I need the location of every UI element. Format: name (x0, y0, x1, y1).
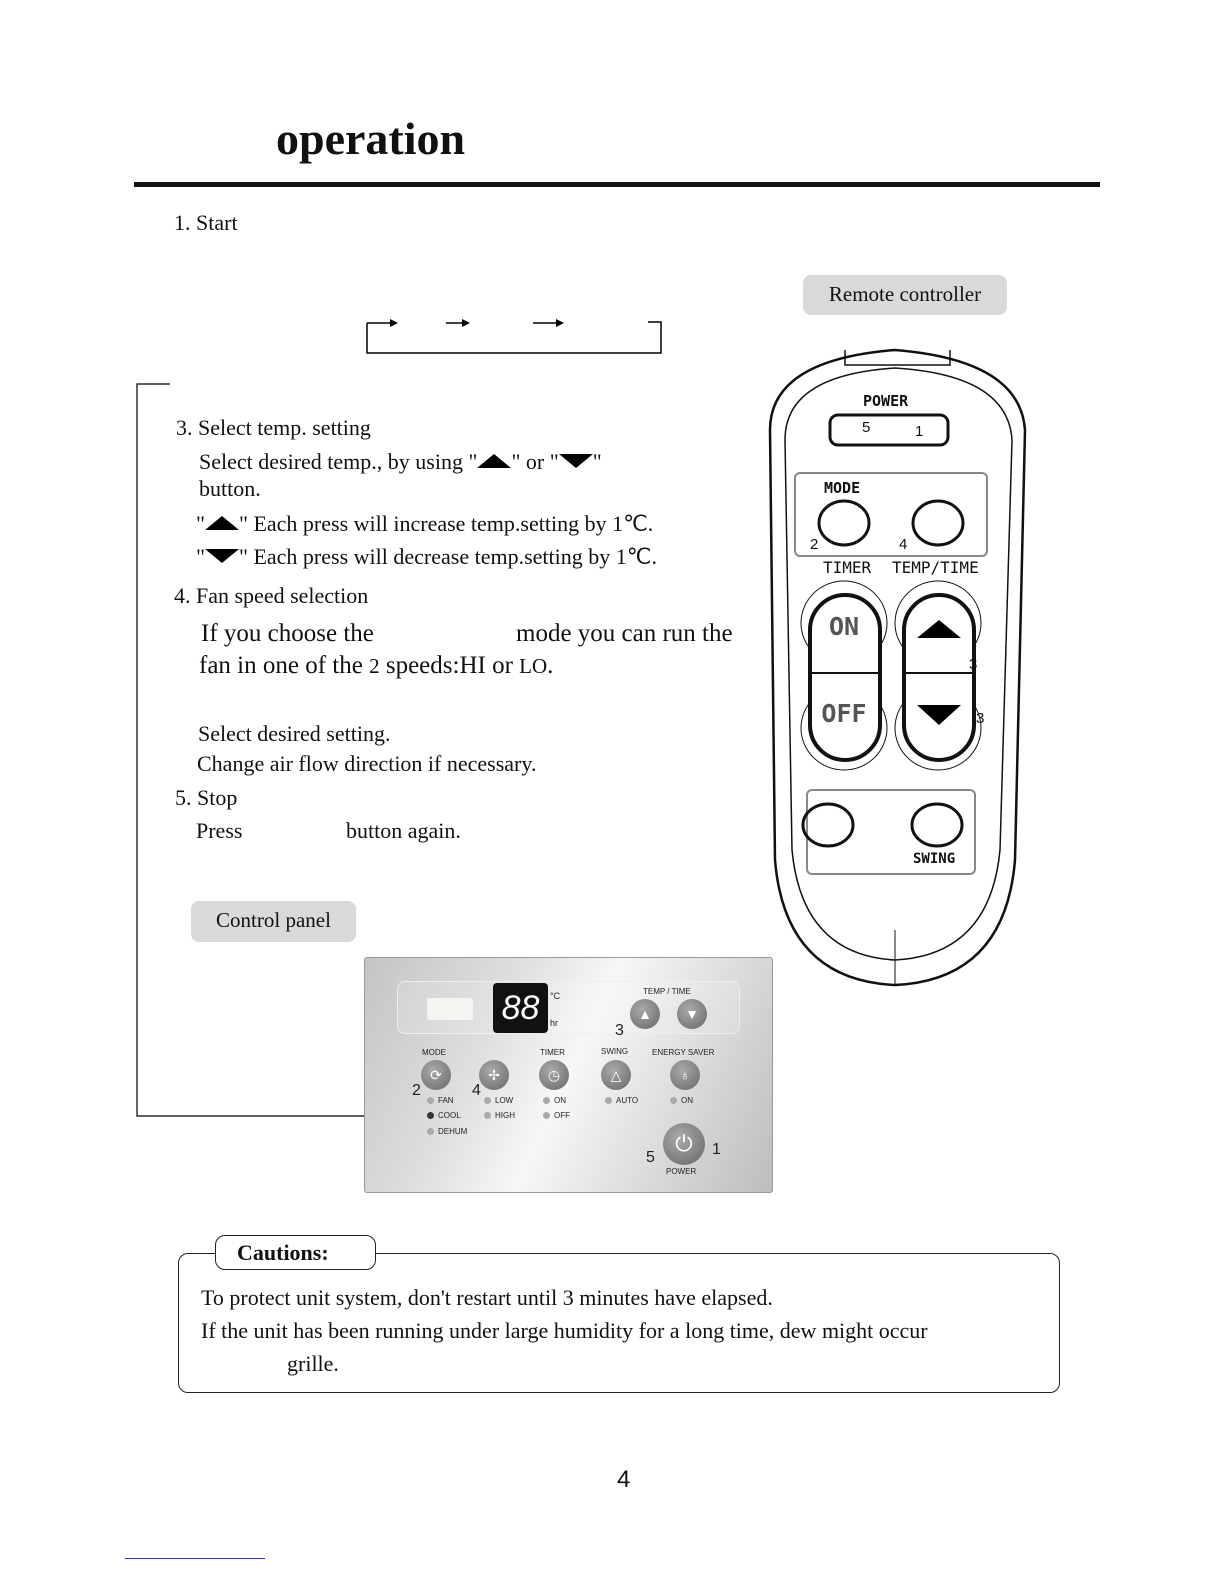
swing-label: SWING (601, 1047, 629, 1056)
caution-line-3: grille. (287, 1351, 339, 1376)
mode-button[interactable]: ⟳ (421, 1060, 451, 1090)
up-arrow-icon (477, 454, 511, 468)
power-label: POWER (666, 1167, 697, 1176)
step-marker-5: 5 (862, 419, 871, 436)
step-marker-3: 3 (615, 1022, 624, 1039)
text: " (196, 511, 205, 536)
remote-power-label: POWER (863, 392, 909, 410)
step4-line4: Change air flow direction if necessary. (197, 751, 537, 776)
text: " (196, 544, 205, 569)
text: fan in one of the (199, 652, 363, 679)
text: COOL (438, 1111, 461, 1120)
control-panel-label: Control panel (191, 901, 356, 942)
text: " or " (511, 449, 559, 474)
text: DEHUM (438, 1127, 468, 1136)
remote-fan-speed-button[interactable] (803, 805, 853, 847)
led-low (484, 1096, 513, 1105)
led-energy-on (670, 1096, 693, 1105)
mode-cycle-diagram (360, 315, 670, 360)
remote-timer-on-button[interactable]: ON (828, 612, 860, 641)
step4-line1b: mode you can run the (516, 620, 733, 647)
page-number: 4 (617, 1466, 631, 1493)
text: LOW (495, 1096, 514, 1105)
step-marker-2: 2 (810, 536, 819, 553)
power-button[interactable]: ⏻ (663, 1123, 705, 1165)
control-panel-illustration (364, 957, 773, 1193)
led-auto (605, 1096, 638, 1105)
remote-controller-label: Remote controller (803, 275, 1007, 315)
remote-temp-time-label: TEMP/TIME (892, 558, 979, 577)
text: 2 (369, 654, 380, 678)
display-blank (427, 998, 473, 1020)
step-marker-5: 5 (646, 1149, 655, 1166)
text: Select desired temp., by using " (199, 449, 478, 474)
step-marker-3: 3 (969, 656, 978, 673)
swing-button[interactable]: △ (601, 1060, 631, 1090)
up-arrow-icon (205, 516, 239, 530)
text: FAN (438, 1096, 454, 1105)
energy-saver-button[interactable]: ♁ (670, 1060, 700, 1090)
timer-button[interactable]: ◷ (539, 1060, 569, 1090)
step-marker-4: 4 (899, 536, 908, 553)
step3-line1 (199, 449, 602, 475)
text: " (592, 449, 602, 474)
unit-celsius: °C (550, 991, 561, 1001)
step-marker-3: 3 (976, 710, 985, 727)
energy-saver-label: ENERGY SAVER (652, 1048, 715, 1057)
step5-again: button again. (346, 818, 461, 843)
text: speeds:HI or (385, 652, 513, 679)
temp-up-button[interactable]: ▲ (630, 999, 660, 1029)
led-cool (427, 1111, 461, 1120)
remote-swing-label: SWING (913, 851, 956, 867)
step1-heading: 1. Start (174, 210, 238, 235)
mode-label: MODE (422, 1048, 446, 1057)
temp-time-label: TEMP / TIME (643, 987, 691, 996)
timer-label: TIMER (540, 1048, 565, 1057)
step-marker-4: 4 (472, 1082, 481, 1099)
down-arrow-icon (205, 549, 239, 563)
temp-down-button[interactable]: ▼ (677, 999, 707, 1029)
step5-heading: 5. Stop (175, 785, 238, 810)
step-marker-1: 1 (712, 1141, 721, 1158)
caution-line-1: To protect unit system, don't restart until 3 minutes have elapsed. (201, 1285, 773, 1310)
fan-speed-button[interactable]: ✢ (479, 1060, 509, 1090)
text: OFF (554, 1111, 570, 1120)
caution-line-2: If the unit has been running under large humidity for a long time, dew might occur (201, 1318, 928, 1343)
text: " Each press will increase temp.setting by 1℃. (238, 511, 654, 536)
text: AUTO (616, 1096, 639, 1105)
link-underline (125, 1558, 265, 1559)
text: " Each press will decrease temp.setting by 1℃. (238, 544, 657, 569)
text: HIGH (495, 1111, 515, 1120)
led-dehum (427, 1127, 467, 1136)
step-marker-1: 1 (915, 423, 924, 440)
page-title: operation (276, 113, 466, 164)
down-arrow-icon (559, 454, 593, 468)
step4-line3: Select desired setting. (198, 721, 391, 746)
remote-mode-label: MODE (824, 479, 861, 497)
remote-timer-label: TIMER (823, 558, 872, 577)
step3-line2: button. (199, 476, 261, 501)
remote-temp-down-button[interactable] (905, 675, 985, 745)
step4-line2 (199, 652, 553, 680)
text: ON (681, 1096, 693, 1105)
remote-swing-button[interactable] (912, 805, 962, 847)
remote-temp-up-button[interactable] (905, 600, 978, 673)
led-fan (427, 1096, 454, 1105)
remote-timer-off-button[interactable]: OFF (821, 699, 867, 728)
remote-power-button[interactable] (832, 415, 948, 445)
seven-segment-display: 88 (493, 983, 548, 1033)
step4-line1a: If you choose the (201, 620, 374, 647)
text: . (547, 652, 554, 679)
text: LO (519, 654, 548, 678)
led-timer-off (543, 1111, 570, 1120)
led-timer-on (543, 1096, 566, 1105)
step3-decrease (196, 544, 657, 570)
step4-heading: 4. Fan speed selection (174, 583, 369, 608)
step3-heading: 3. Select temp. setting (176, 415, 371, 440)
remote-fan-button[interactable] (899, 502, 963, 553)
remote-mode-button[interactable] (810, 502, 870, 553)
text: ON (554, 1096, 566, 1105)
cautions-title: Cautions: (215, 1235, 376, 1270)
step5-press: Press (196, 818, 243, 843)
step-marker-2: 2 (412, 1082, 421, 1099)
step3-increase (196, 511, 653, 537)
title-rule (134, 182, 1100, 187)
led-high (484, 1111, 515, 1120)
unit-hours: hr (550, 1018, 559, 1028)
